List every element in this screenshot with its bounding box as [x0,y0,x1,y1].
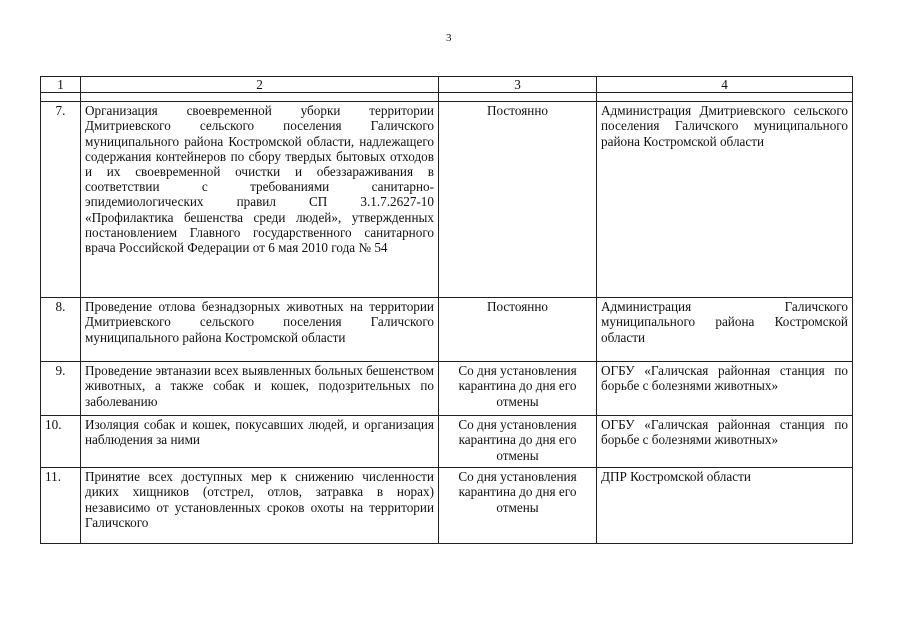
header-col-2: 2 [81,77,439,93]
row-description: Принятие всех доступных мер к снижению численности диких хищников (отстрел, отлов, затравка в норах) независимо от установленных сроков охоты на территории Галичского [81,468,439,544]
row-responsible: ОГБУ «Галичская районная станция по борьбе с болезнями животных» [597,416,853,468]
row-deadline: Со дня установления карантина до дня его отмены [439,362,597,416]
table-row [41,102,853,298]
header-col-3: 3 [439,77,597,93]
row-responsible: Администрация Галичского муниципального района Костромской области [597,298,853,362]
page-bottom-margin [0,553,905,640]
row-deadline: Со дня установления карантина до дня его отмены [439,416,597,468]
header-col-1: 1 [41,77,81,93]
row-responsible: ДПР Костромской области [597,468,853,544]
table-spacer-row [41,93,853,102]
page-number: 3 [446,32,452,44]
row-deadline: Постоянно [439,102,597,298]
row-number: 10. [41,416,81,468]
table-row [41,416,853,468]
row-responsible: Администрация Дмитриевского сельского поселения Галичского муниципального района Костромской области [597,102,853,298]
table-row [41,468,853,544]
row-number: 7. [41,102,81,298]
row-description: Изоляция собак и кошек, покусавших людей, и организация наблюдения за ними [81,416,439,468]
row-description: Проведение отлова безнадзорных животных на территории Дмитриевского сельского поселения Галичского муниципального района Костромской области [81,298,439,362]
measures-table [40,76,853,544]
table-header-row [41,77,853,93]
row-responsible: ОГБУ «Галичская районная станция по борьбе с болезнями животных» [597,362,853,416]
row-deadline: Со дня установления карантина до дня его отмены [439,468,597,544]
row-number: 11. [41,468,81,544]
row-number: 8. [41,298,81,362]
table-row [41,298,853,362]
row-deadline: Постоянно [439,298,597,362]
row-number: 9. [41,362,81,416]
row-description: Организация своевременной уборки территории Дмитриевского сельского поселения Галичского муниципального района Костромской области, надлежащего содержания контейнеров по сбору твердых бытовых отходов и их своевременной очистки и обеззараживания в соответствии с требованиями санитарно-эпидемиологических правил СП 3.1.7.2627-10 «Профилактика бешенства среди людей», утвержденных постановлением Главного государственного санитарного врача Российской Федерации от 6 мая 2010 года № 54 [81,102,439,298]
row-description: Проведение эвтаназии всех выявленных больных бешенством животных, а также собак и кошек, подозрительных по заболеванию [81,362,439,416]
header-col-4: 4 [597,77,853,93]
table-row [41,362,853,416]
